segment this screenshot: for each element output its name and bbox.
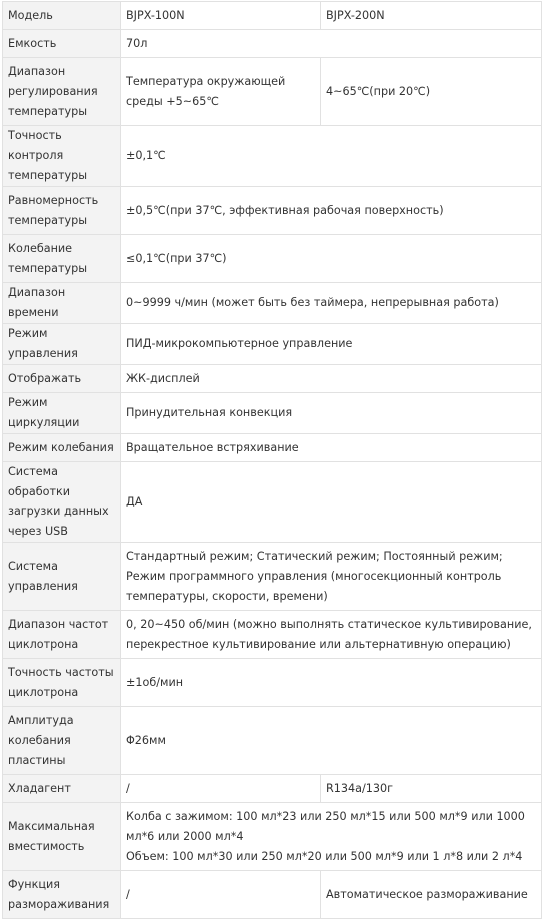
row-label-refrigerant: Хладагент — [3, 775, 121, 803]
row-value-control-mode: ПИД-микрокомпьютерное управление — [121, 324, 542, 365]
row-label-amplitude: Амплитуда колебания пластины — [3, 707, 121, 775]
row-value-capacity: 70л — [121, 30, 542, 58]
spec-table — [2, 1, 542, 919]
table-row-temp-range — [3, 58, 542, 126]
table-row-frequency-accuracy — [3, 659, 542, 707]
row-value-usb: ДА — [121, 462, 542, 543]
row-value-circulation: Принудительная конвекция — [121, 393, 542, 434]
row-value-oscillation-mode: Вращательное встряхивание — [121, 434, 542, 462]
max-capacity-volume: Объем: 100 мл*30 или 250 мл*20 или 500 мл*9 или 1 л*8 или 2 л*4 — [126, 849, 523, 863]
table-row-time-range — [3, 283, 542, 324]
row-value-temp-range-100n: Температура окружающей среды +5~65℃ — [121, 58, 321, 126]
row-label-frequency-accuracy: Точность частоты циклотрона — [3, 659, 121, 707]
row-value-defrost-100n: / — [121, 871, 321, 919]
table-row-temp-uniformity — [3, 187, 542, 235]
row-value-temp-accuracy: ±0,1℃ — [121, 126, 542, 187]
row-value-defrost-200n: Автоматическое размораживание — [321, 871, 542, 919]
row-label-frequency-range: Диапазон частот циклотрона — [3, 611, 121, 659]
max-capacity-clamp: Колба с зажимом: 100 мл*23 или 250 мл*15 или 500 мл*9 или 1000 мл*6 или 2000 мл*4 — [126, 809, 525, 843]
table-row-temp-fluctuation — [3, 235, 542, 283]
row-label-control-system: Система управления — [3, 543, 121, 611]
table-row-control-system — [3, 543, 542, 611]
table-row-max-capacity — [3, 803, 542, 871]
table-row-frequency-range — [3, 611, 542, 659]
row-label-display: Отображать — [3, 365, 121, 393]
table-row-defrost — [3, 871, 542, 919]
row-value-temp-uniformity: ±0,5℃(при 37℃, эффективная рабочая поверхность) — [121, 187, 542, 235]
row-value-frequency-accuracy: ±1об/мин — [121, 659, 542, 707]
row-label-defrost: Функция размораживания — [3, 871, 121, 919]
row-label-oscillation-mode: Режим колебания — [3, 434, 121, 462]
table-row-model — [3, 2, 542, 30]
row-label-temp-uniformity: Равномерность температуры — [3, 187, 121, 235]
row-label-model: Модель — [3, 2, 121, 30]
row-value-amplitude: Φ26мм — [121, 707, 542, 775]
model-bjpx-100n: BJPX-100N — [121, 2, 321, 30]
table-row-usb — [3, 462, 542, 543]
table-row-temp-accuracy — [3, 126, 542, 187]
table-row-refrigerant — [3, 775, 542, 803]
model-bjpx-200n: BJPX-200N — [321, 2, 542, 30]
table-row-control-mode — [3, 324, 542, 365]
row-label-temp-fluctuation: Колебание температуры — [3, 235, 121, 283]
row-label-temp-accuracy: Точность контроля температуры — [3, 126, 121, 187]
row-value-max-capacity — [121, 803, 542, 871]
row-label-time-range: Диапазон времени — [3, 283, 121, 324]
row-value-frequency-range: 0, 20~450 об/мин (можно выполнять статическое культивирование, перекрестное культивирование или альтернативную операцию) — [121, 611, 542, 659]
table-row-amplitude — [3, 707, 542, 775]
row-label-temp-range: Диапазон регулирования температуры — [3, 58, 121, 126]
row-label-capacity: Емкость — [3, 30, 121, 58]
table-row-oscillation-mode — [3, 434, 542, 462]
table-row-display — [3, 365, 542, 393]
row-label-circulation: Режим циркуляции — [3, 393, 121, 434]
table-row-circulation — [3, 393, 542, 434]
row-value-control-system: Стандартный режим; Статический режим; Постоянный режим; Режим программного управления (многосекционный контроль температуры, скорости, времени) — [121, 543, 542, 611]
row-label-control-mode: Режим управления — [3, 324, 121, 365]
row-value-temp-fluctuation: ≤0,1℃(при 37℃) — [121, 235, 542, 283]
row-value-display: ЖК-дисплей — [121, 365, 542, 393]
row-value-time-range: 0~9999 ч/мин (может быть без таймера, непрерывная работа) — [121, 283, 542, 324]
row-value-refrigerant-100n: / — [121, 775, 321, 803]
row-value-refrigerant-200n: R134a/130г — [321, 775, 542, 803]
row-label-usb: Система обработки загрузки данных через USB — [3, 462, 121, 543]
row-label-max-capacity: Максимальная вместимость — [3, 803, 121, 871]
table-row-capacity — [3, 30, 542, 58]
row-value-temp-range-200n: 4~65℃(при 20℃) — [321, 58, 542, 126]
